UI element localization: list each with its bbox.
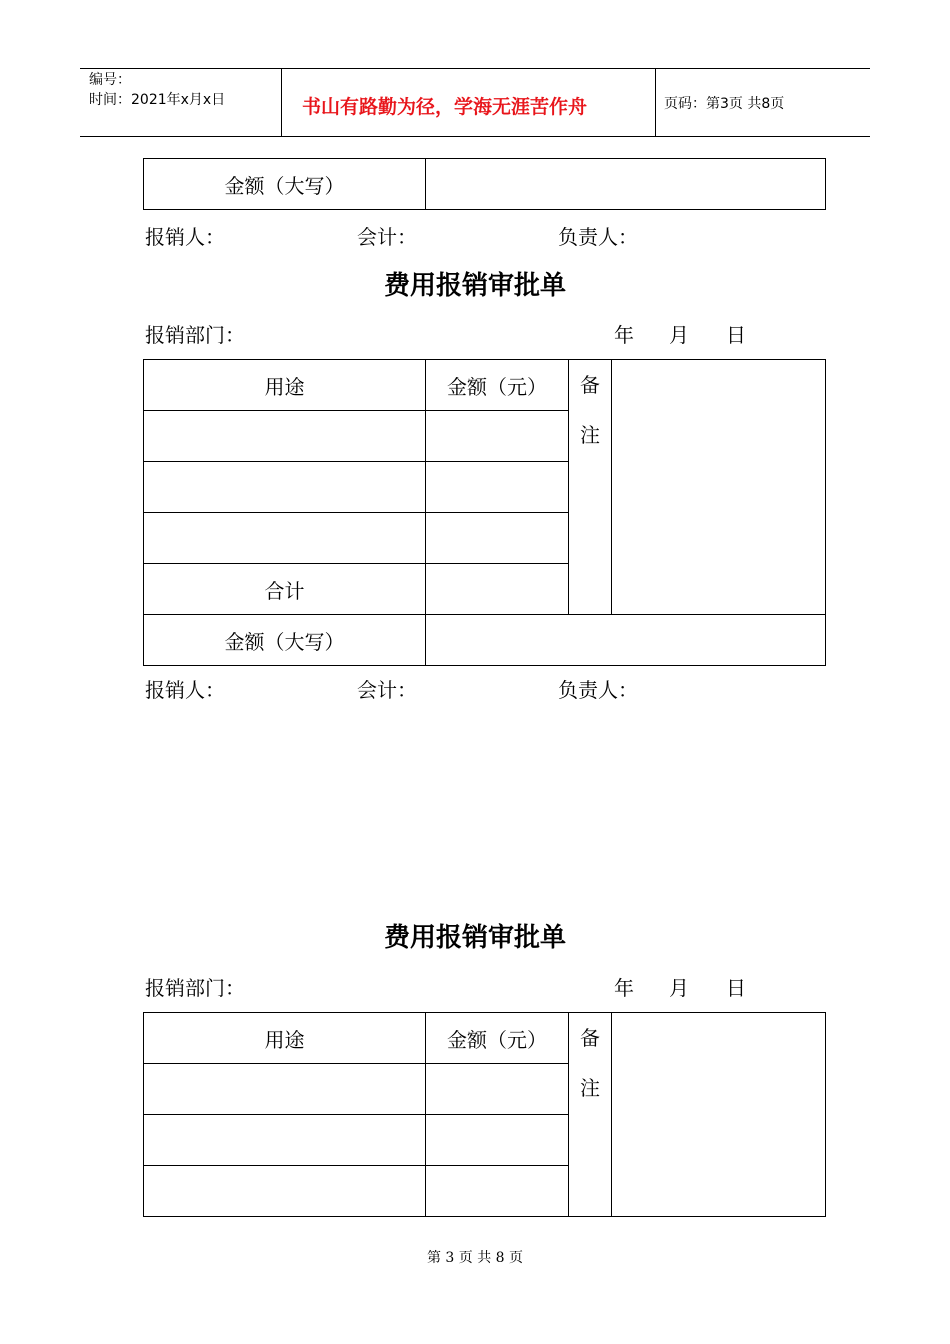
form-title: 费用报销审批单 (383, 923, 566, 953)
amount-cell[interactable] (426, 1115, 569, 1166)
amount-capital-table-top (143, 158, 826, 210)
purpose-cell[interactable] (144, 462, 426, 513)
remark-label: 备 注 (569, 360, 612, 615)
purpose-header: 用途 (144, 1013, 426, 1064)
total-amount-cell[interactable] (426, 564, 569, 615)
total-label: 合计 (144, 564, 426, 615)
supervisor-label: 负责人： (558, 225, 638, 249)
amount-capital-label: 金额（大写） (144, 615, 426, 666)
amount-yuan-header: 金额（元） (426, 360, 569, 411)
remark-value-cell[interactable] (612, 1013, 826, 1217)
dept-label: 报销部门： (145, 976, 245, 1000)
remark-label: 备 注 (569, 1013, 612, 1217)
header-motto: 书山有路勤为径，学海无涯苦作舟 (302, 96, 588, 118)
page-info: 页码：第3页 共8页 (664, 96, 785, 112)
amount-cell[interactable] (426, 462, 569, 513)
amount-capital-value-cell[interactable] (426, 615, 826, 666)
claimant-label: 报销人： (145, 225, 225, 249)
claimant-label: 报销人： (145, 678, 225, 702)
amount-yuan-header: 金额（元） (426, 1013, 569, 1064)
purpose-cell[interactable] (144, 1064, 426, 1115)
amount-cell[interactable] (426, 513, 569, 564)
serial-number-label: 编号： (89, 72, 131, 88)
purpose-cell[interactable] (144, 513, 426, 564)
expense-table (143, 359, 826, 666)
year-label: 年 (614, 323, 634, 347)
day-label: 日 (726, 976, 746, 1000)
table-row (144, 159, 826, 210)
table-row (144, 360, 826, 411)
amount-cell[interactable] (426, 1064, 569, 1115)
header-divider-right (655, 68, 656, 136)
header-divider-left (281, 68, 282, 136)
table-row (144, 1013, 826, 1064)
accountant-label: 会计： (357, 678, 417, 702)
month-label: 月 (669, 323, 689, 347)
supervisor-label: 负责人： (558, 678, 638, 702)
form-title: 费用报销审批单 (383, 271, 566, 301)
amount-cell[interactable] (426, 1166, 569, 1217)
amount-cell[interactable] (426, 411, 569, 462)
purpose-cell[interactable] (144, 1115, 426, 1166)
accountant-label: 会计： (357, 225, 417, 249)
purpose-cell[interactable] (144, 411, 426, 462)
expense-table (143, 1012, 826, 1217)
day-label: 日 (726, 323, 746, 347)
year-label: 年 (614, 976, 634, 1000)
page-footer: 第 3 页 共 8 页 (426, 1250, 524, 1266)
purpose-cell[interactable] (144, 1166, 426, 1217)
header-bottom-rule (80, 136, 870, 137)
dept-label: 报销部门： (145, 323, 245, 347)
remark-value-cell[interactable] (612, 360, 826, 615)
amount-capital-label: 金额（大写） (144, 159, 426, 210)
header-top-rule (80, 68, 870, 69)
month-label: 月 (669, 976, 689, 1000)
amount-capital-value-cell[interactable] (426, 159, 826, 210)
purpose-header: 用途 (144, 360, 426, 411)
date-label: 时间：2021年x月x日 (89, 92, 226, 108)
table-row (144, 615, 826, 666)
